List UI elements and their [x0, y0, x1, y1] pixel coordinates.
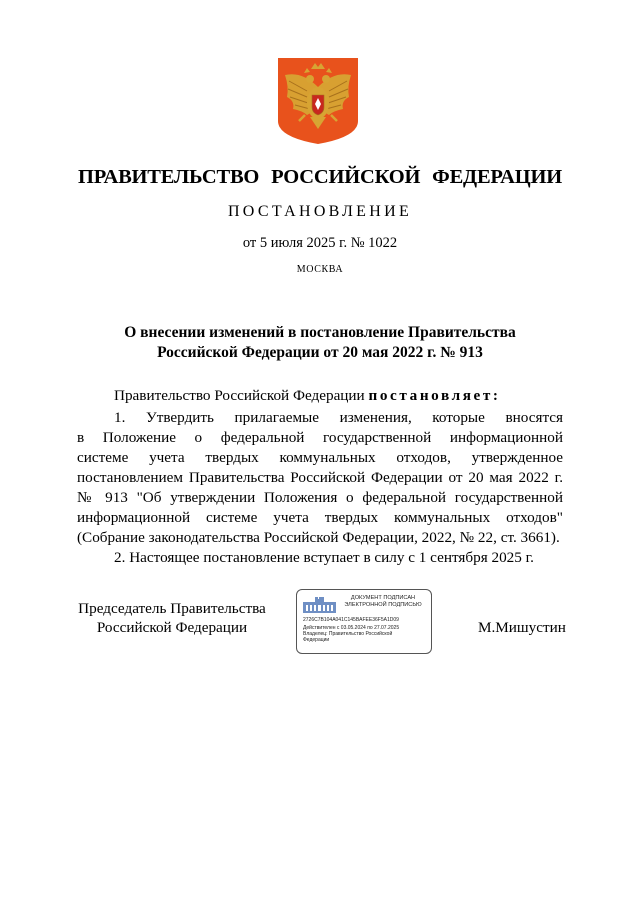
paragraph-1-line: постановлением Правительства Российской Федерации от 20 мая 2022 г.: [77, 469, 563, 486]
intro-line: [77, 386, 563, 406]
stamp-title-line-1: ДОКУМЕНТ ПОДПИСАН: [350, 595, 416, 601]
certificate-serial: 2726C7B104A041C145BAFEE36F5A1D09: [303, 617, 399, 623]
government-building-icon: [303, 597, 336, 613]
document-subject: [0, 323, 640, 363]
paragraph-1-line: в Положение о федеральной государственной информационной: [77, 429, 563, 446]
paragraph-1-line: № 913 "Об утверждении Положения о федеральной государственной: [77, 489, 563, 506]
paragraph-1-line: 1. Утвердить прилагаемые изменения, которые вносятся: [114, 409, 563, 426]
stamp-title: [337, 595, 429, 609]
subject-line-2: Российской Федерации от 20 мая 2022 г. № 913: [157, 344, 483, 361]
signer-name: М.Мишустин: [478, 619, 566, 636]
paragraph-1-line: информационной системе учета твердых коммунальных отходов": [77, 509, 563, 526]
signer-title: [72, 599, 272, 637]
signer-title-line-1: Председатель Правительства: [78, 600, 266, 617]
document-type: ПОСТАНОВЛЕНИЕ: [227, 203, 413, 220]
government-title: ПРАВИТЕЛЬСТВО РОССИЙСКОЙ ФЕДЕРАЦИИ: [78, 166, 562, 188]
document-date-number: от 5 июля 2025 г. № 1022: [242, 235, 398, 251]
electronic-signature-stamp: [296, 589, 432, 654]
city-label: МОСКВА: [296, 264, 344, 275]
coat-of-arms-emblem: [277, 57, 359, 145]
certificate-validity: Действителен с 03.05.2024 по 27.07.2025: [303, 625, 400, 631]
certificate-owner: Владелец: Правительство Российской: [303, 631, 393, 637]
paragraph-2: 2. Настоящее постановление вступает в силу с 1 сентября 2025 г.: [114, 549, 534, 566]
paragraph-1-line: системе учета твердых коммунальных отходов, утвержденное: [77, 449, 563, 466]
subject-line-1: О внесении изменений в постановление Правительства: [124, 324, 516, 341]
russian-coat-of-arms-icon: [277, 57, 359, 145]
certificate-owner-cont: Федерации: [303, 637, 330, 643]
intro-text: Правительство Российской Федерации: [114, 387, 365, 404]
signer-title-line-2: Российской Федерации: [96, 619, 248, 636]
paragraph-1-line: (Собрание законодательства Российской Федерации, 2022, № 22, ст. 3661).: [77, 529, 560, 546]
resolution-verb: постановляет:: [368, 387, 501, 404]
stamp-title-line-2: ЭЛЕКТРОННОЙ ПОДПИСЬЮ: [344, 602, 422, 608]
